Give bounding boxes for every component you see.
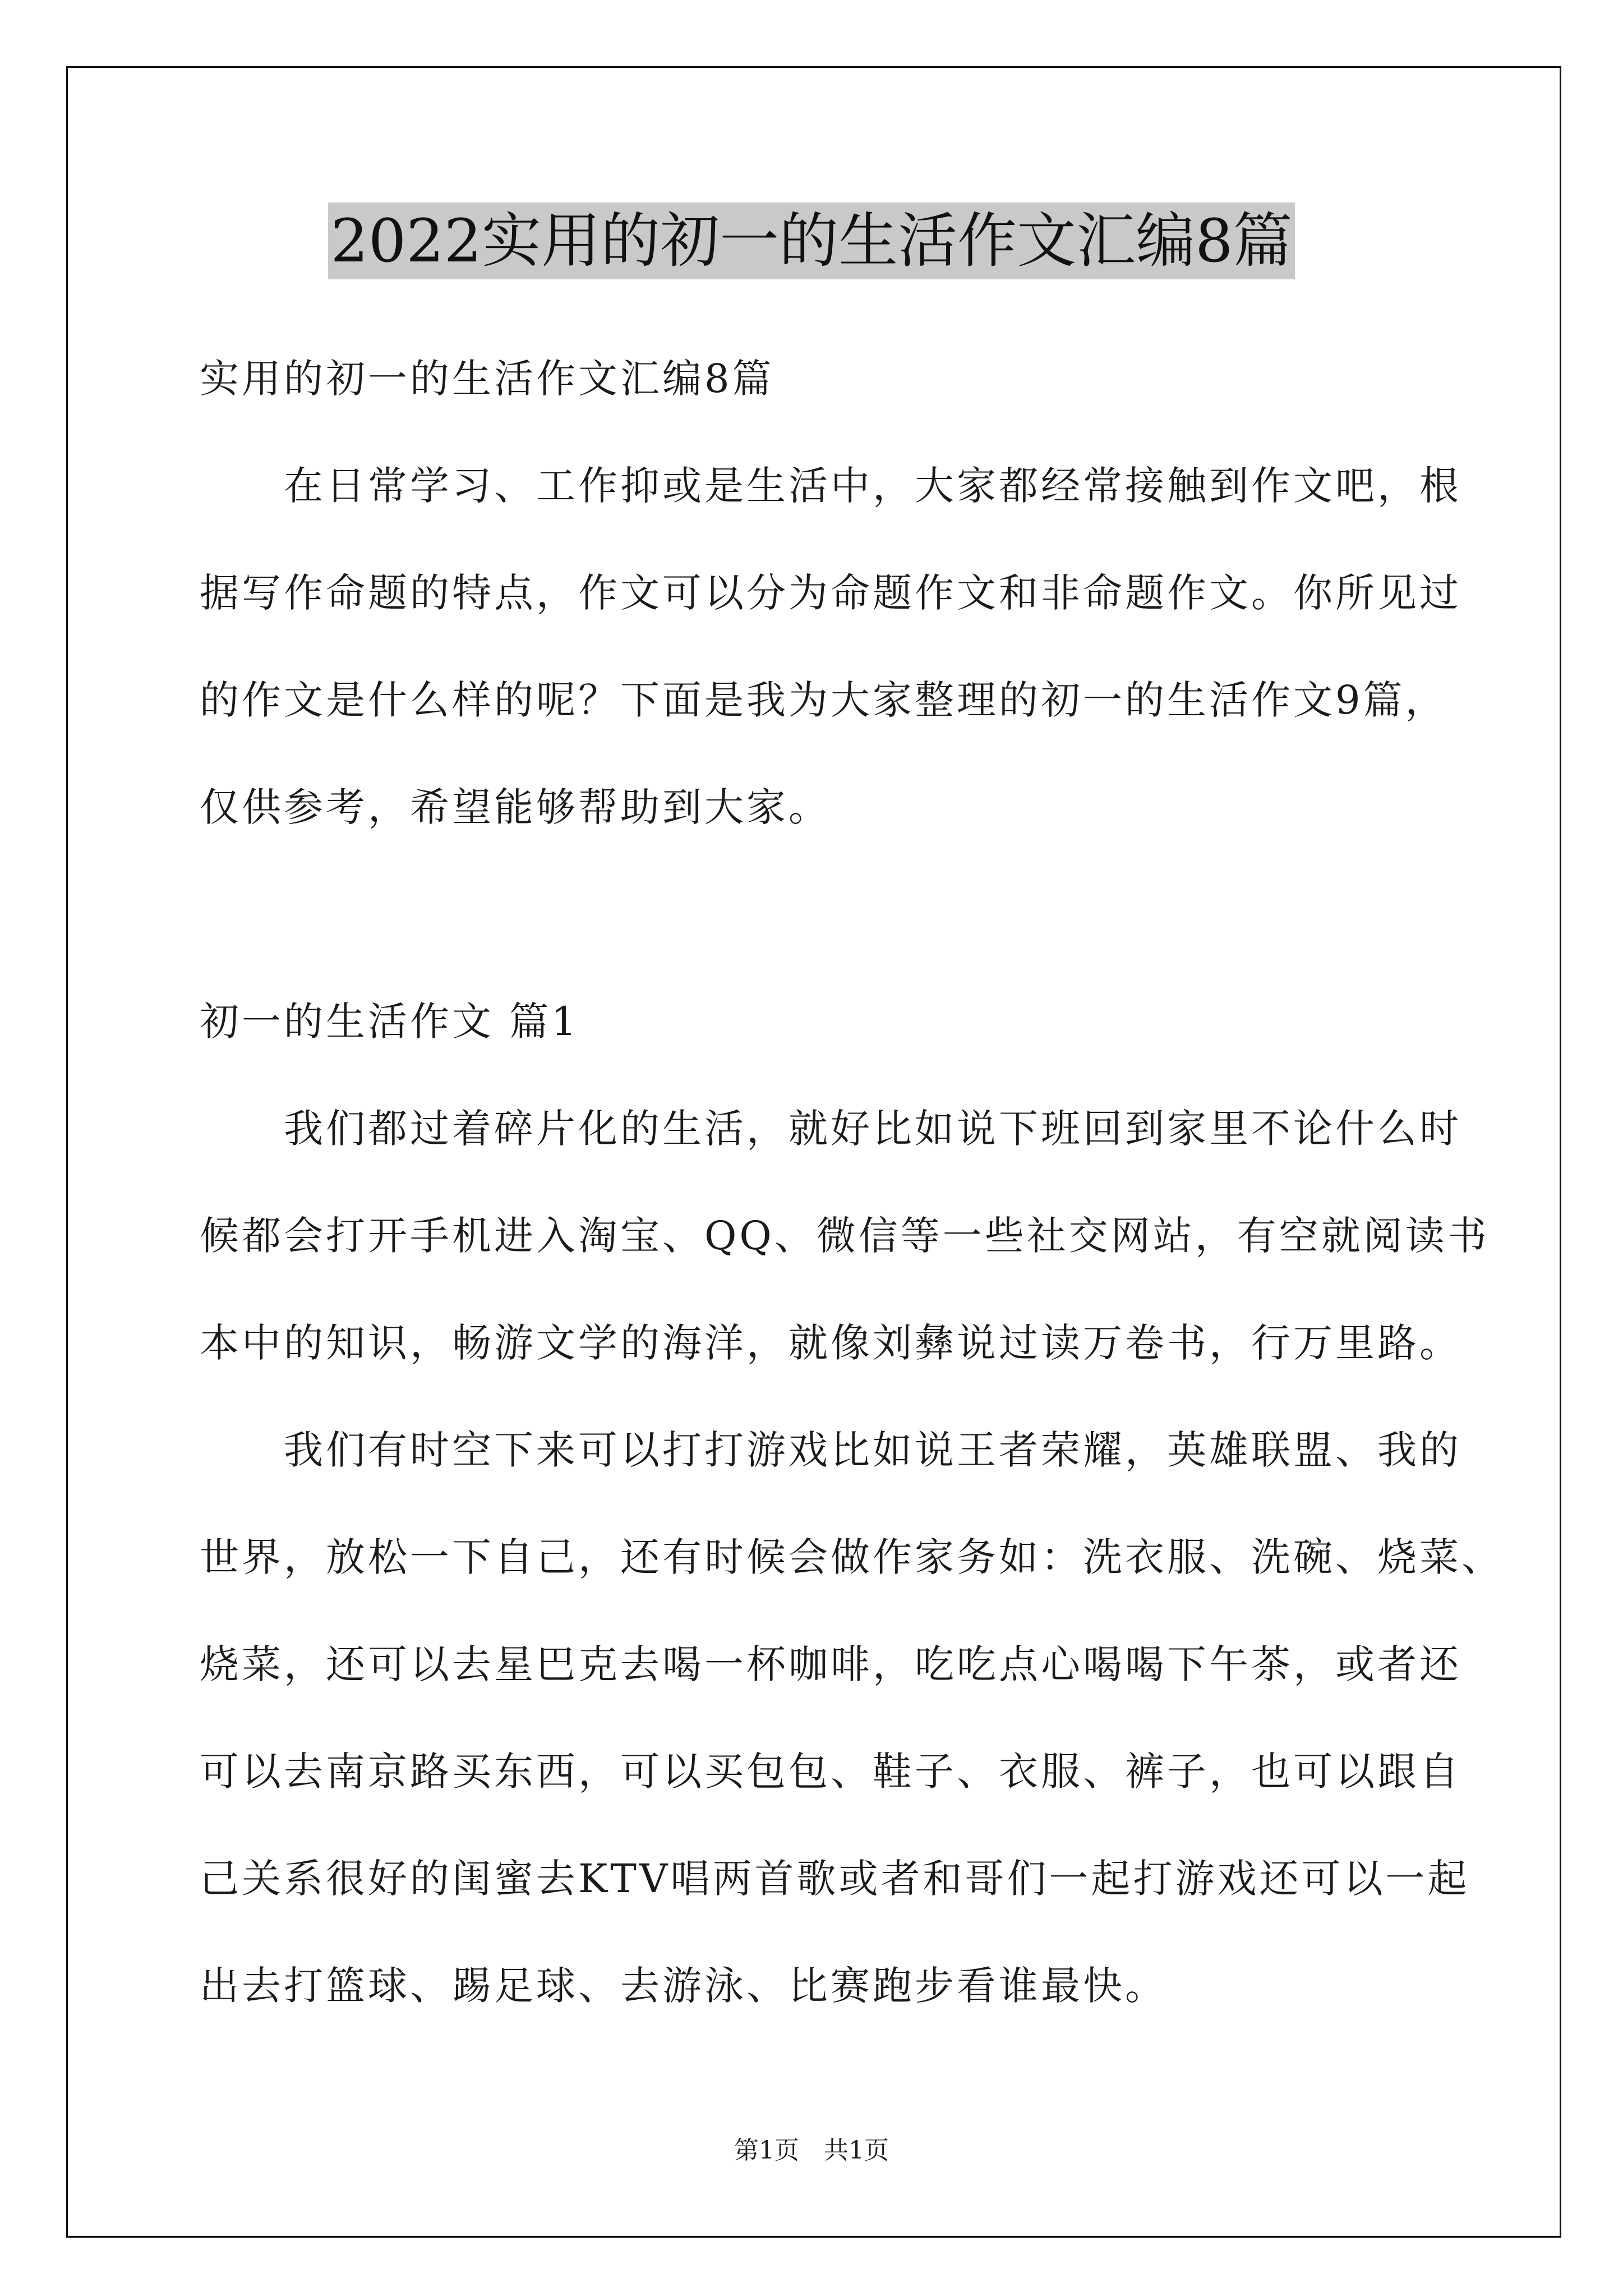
paragraph-line: 候都会打开手机进入淘宝、QQ、微信等一些社交网站，有空就阅读书 bbox=[200, 1213, 1490, 1259]
paragraph-line: 仅供参考，希望能够帮助到大家。 bbox=[200, 784, 831, 830]
paragraph-line: 世界，放松一下自己，还有时候会做作家务如：洗衣服、洗碗、烧菜、 bbox=[200, 1534, 1504, 1580]
paragraph-line: 我们都过着碎片化的生活，就好比如说下班回到家里不论什么时 bbox=[284, 1106, 1461, 1152]
paragraph-line: 在日常学习、工作抑或是生活中，大家都经常接触到作文吧，根 bbox=[284, 463, 1461, 509]
title-block bbox=[0, 203, 1623, 279]
paragraph-line: 己关系很好的闺蜜去KTV唱两首歌或者和哥们一起打游戏还可以一起 bbox=[200, 1856, 1470, 1902]
page-footer: 第1页 共1页 bbox=[734, 2136, 889, 2165]
document-title: 2022实用的初一的生活作文汇编8篇 bbox=[328, 203, 1294, 279]
section-1-paragraph-1 bbox=[200, 1075, 1546, 1397]
intro-paragraph bbox=[200, 432, 1546, 861]
section-1-paragraph-2 bbox=[200, 1397, 1546, 2040]
paragraph-line: 本中的知识，畅游文学的海洋，就像刘彝说过读万卷书，行万里路。 bbox=[200, 1320, 1461, 1366]
document-body bbox=[200, 325, 1546, 2040]
paragraph-line: 烧菜，还可以去星巴克去喝一杯咖啡，吃吃点心喝喝下午茶，或者还 bbox=[200, 1641, 1461, 1687]
paragraph-line: 的作文是什么样的呢？下面是我为大家整理的初一的生活作文9篇， bbox=[200, 677, 1447, 723]
section-heading: 初一的生活作文 篇1 bbox=[200, 999, 579, 1045]
paragraph-line: 出去打篮球、踢足球、去游泳、比赛跑步看谁最快。 bbox=[200, 1963, 1167, 2009]
paragraph-line: 可以去南京路买东西，可以买包包、鞋子、衣服、裤子，也可以跟自 bbox=[200, 1749, 1461, 1795]
paragraph-line: 据写作命题的特点，作文可以分为命题作文和非命题作文。你所见过 bbox=[200, 570, 1461, 616]
blank-line bbox=[200, 861, 1546, 968]
document-subtitle: 实用的初一的生活作文汇编8篇 bbox=[200, 356, 774, 402]
paragraph-line: 我们有时空下来可以打打游戏比如说王者荣耀，英雄联盟、我的 bbox=[284, 1427, 1461, 1473]
